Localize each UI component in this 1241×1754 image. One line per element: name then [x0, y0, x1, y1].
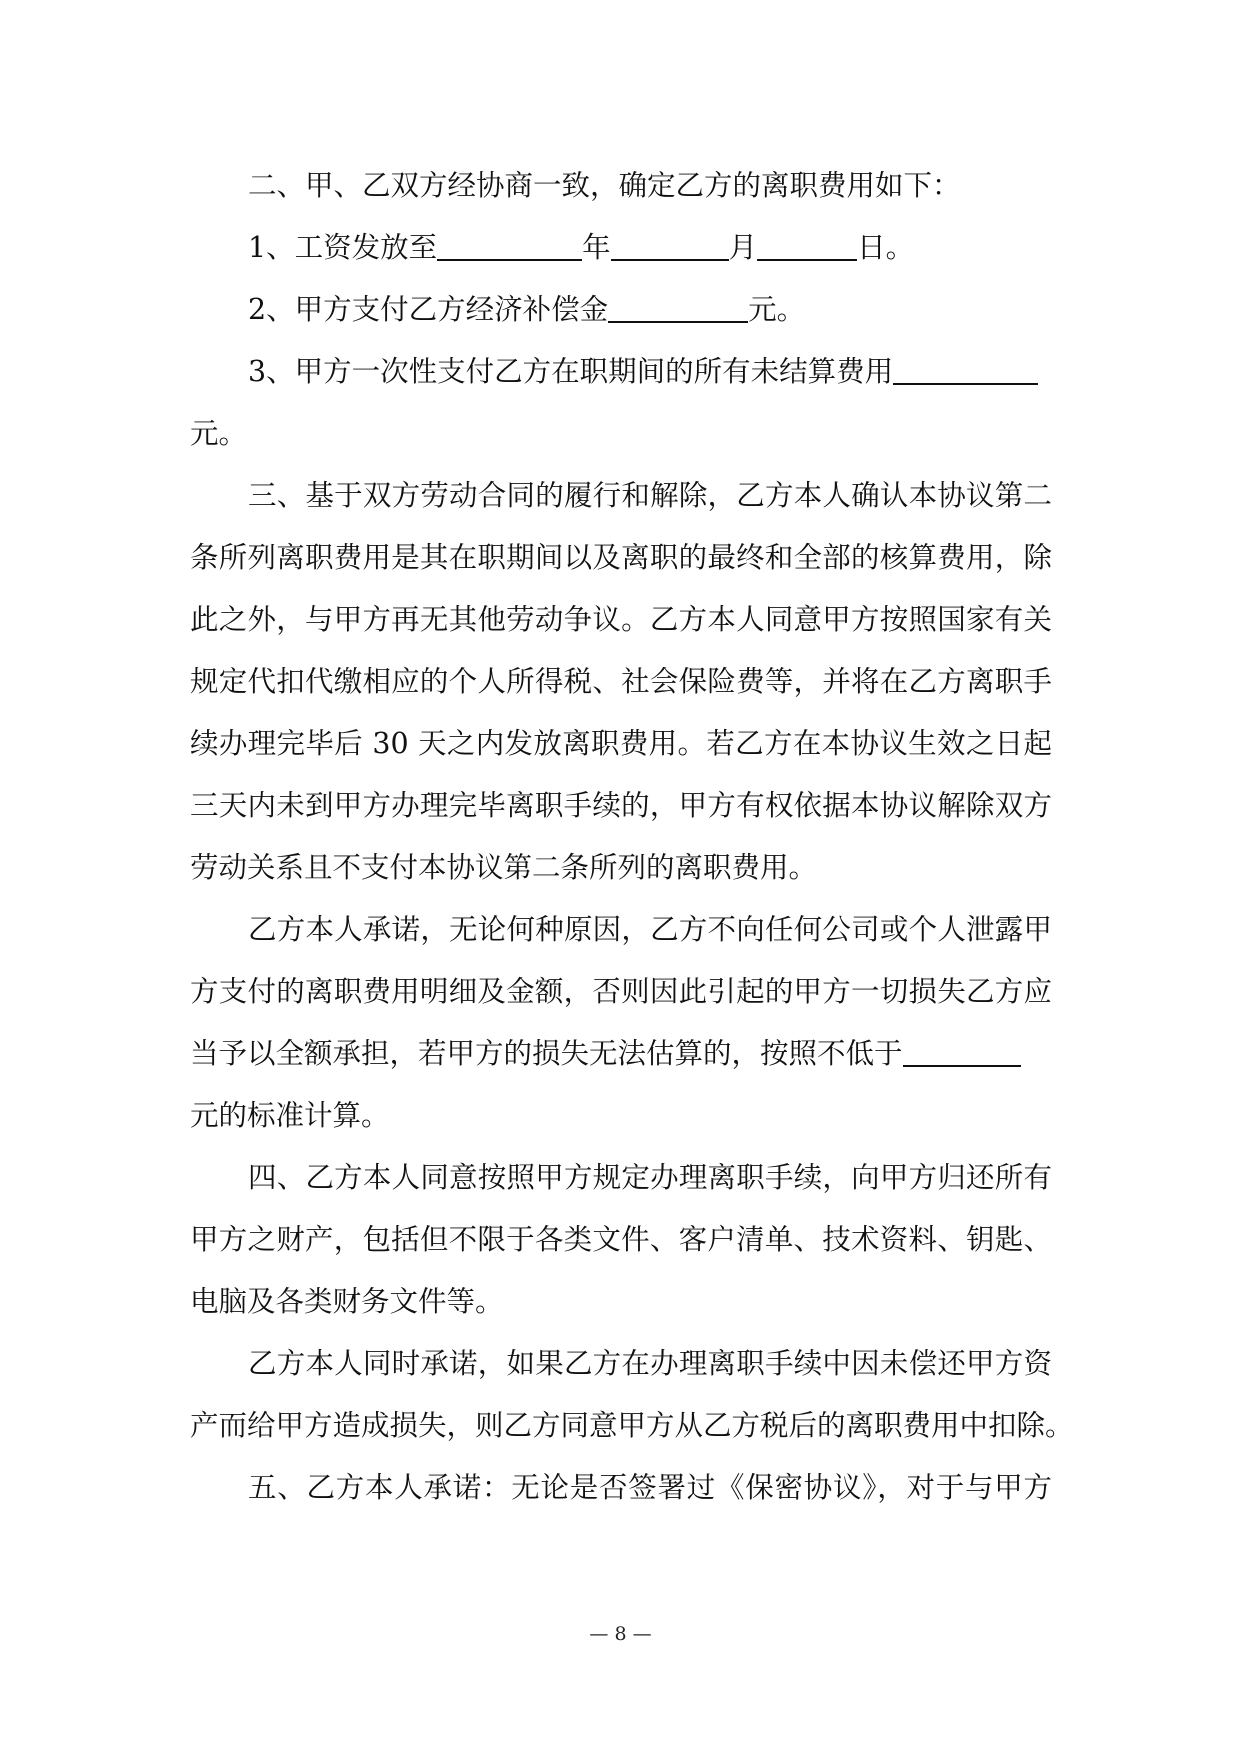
clause-2-item-3: 3、甲方一次性支付乙方在职期间的所有未结算费用	[190, 341, 1052, 403]
clause-4b-line: 乙方本人同时承诺，如果乙方在办理离职手续中因未偿还甲方资	[248, 1347, 1052, 1380]
clause-3-line: 条所列离职费用是其在职期间以及离职的最终和全部的核算费用，除	[190, 541, 1052, 574]
compensation-blank	[608, 287, 748, 323]
clause-3-line: 续办理完毕后 30 天之内发放离职费用。若乙方在本协议生效之日起	[190, 727, 1052, 760]
minimum-amount-blank	[903, 1031, 1021, 1067]
clause-3b-line: 当予以全额承担，若甲方的损失无法估算的，按照不低于	[190, 1023, 1052, 1085]
month-blank	[611, 225, 729, 261]
day-blank	[757, 225, 857, 261]
clause-3b-line: 方支付的离职费用明细及金额，否则因此引起的甲方一切损失乙方应	[190, 975, 1052, 1008]
clause-2-heading: 二、甲、乙双方经协商一致，确定乙方的离职费用如下：	[248, 169, 961, 202]
clause-5-line: 五、乙方本人承诺：无论是否签署过《保密协议》，对于与甲方	[248, 1471, 1052, 1504]
clause-3b-line: 乙方本人承诺，无论何种原因，乙方不向任何公司或个人泄露甲	[248, 913, 1052, 946]
clause-4-line: 电脑及各类财务文件等。	[190, 1285, 504, 1318]
clause-3-line: 三天内未到甲方办理完毕离职手续的，甲方有权依据本协议解除双方	[190, 789, 1052, 822]
page-number: — 8 —	[589, 1623, 652, 1645]
unsettled-fee-blank	[893, 349, 1038, 385]
clause-2-item-1: 1、工资发放至 年 月 日。	[190, 217, 1052, 279]
year-blank	[437, 225, 582, 261]
clause-3-line: 规定代扣代缴相应的个人所得税、社会保险费等，并将在乙方离职手	[190, 665, 1052, 698]
clause-3b-end: 元的标准计算。	[190, 1099, 390, 1132]
clause-3-line: 此之外，与甲方再无其他劳动争议。乙方本人同意甲方按照国家有关	[190, 603, 1052, 636]
clause-3-line: 三、基于双方劳动合同的履行和解除，乙方本人确认本协议第二	[248, 479, 1052, 512]
clause-3-line: 劳动关系且不支付本协议第二条所列的离职费用。	[190, 851, 818, 884]
document-body	[190, 155, 1074, 1519]
clause-4b-line: 产而给甲方造成损失，则乙方同意甲方从乙方税后的离职费用中扣除。	[190, 1409, 1074, 1442]
clause-2-item-3-end: 元。	[190, 417, 248, 450]
clause-4-line: 四、乙方本人同意按照甲方规定办理离职手续，向甲方归还所有	[248, 1161, 1052, 1194]
clause-2-item-2: 2、甲方支付乙方经济补偿金 元。	[190, 279, 1052, 341]
clause-4-line: 甲方之财产，包括但不限于各类文件、客户清单、技术资料、钥匙、	[190, 1223, 1052, 1256]
